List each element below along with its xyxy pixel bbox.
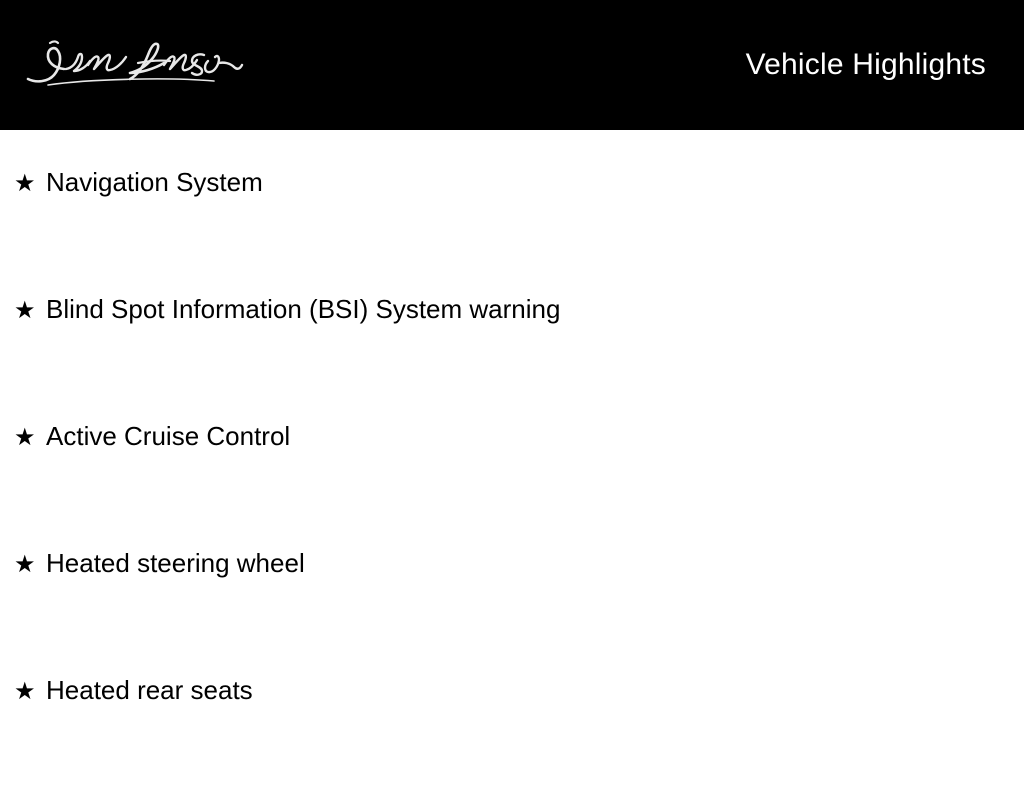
list-item-label: Active Cruise Control	[46, 421, 291, 451]
highlights-list	[0, 168, 1024, 803]
slide-content	[0, 130, 1024, 768]
star-icon: ★	[14, 424, 36, 451]
star-icon: ★	[14, 551, 36, 578]
list-item-label: Heated steering wheel	[46, 548, 305, 578]
list-item	[0, 422, 1024, 549]
list-item	[0, 295, 1024, 422]
page-title: Vehicle Highlights	[745, 48, 986, 81]
list-item-label: Heated rear seats	[46, 675, 253, 705]
list-item	[0, 168, 1024, 295]
star-icon: ★	[14, 170, 36, 197]
star-icon: ★	[14, 297, 36, 324]
header-bar	[0, 0, 1024, 130]
jim-hudson-logo	[18, 33, 258, 97]
star-icon: ★	[14, 678, 36, 705]
list-item	[0, 676, 1024, 803]
list-item	[0, 549, 1024, 676]
list-item-label: Blind Spot Information (BSI) System warning	[46, 294, 561, 324]
list-item-label: Navigation System	[46, 167, 263, 197]
